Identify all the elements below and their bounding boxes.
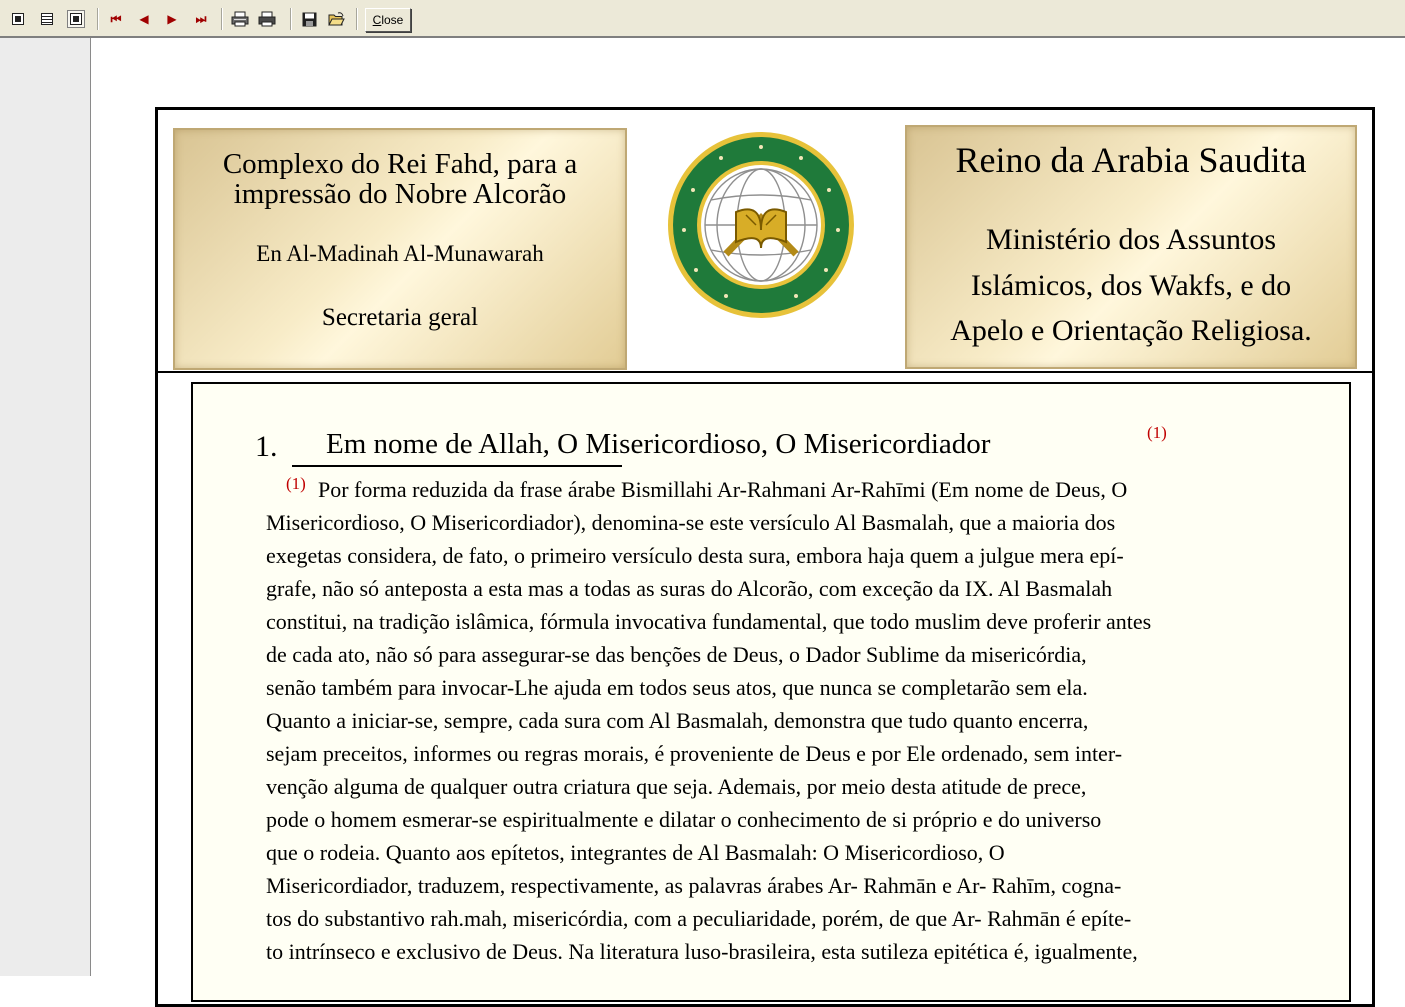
footnote-line: grafe, não só anteposta a esta mas a todas as suras do Alcorão, com exceção da IX. Al Basmalah: [266, 576, 1113, 601]
footnote-line: senão também para invocar-Lhe ajuda em todos seus atos, que nunca se completarão sem ela.: [266, 675, 1088, 700]
next-page-button[interactable]: [163, 10, 181, 28]
last-page-icon: ⏭: [195, 11, 207, 26]
footnote-line: Misericordioso, O Misericordiador), denomina-se este versículo Al Basmalah, que a maioria dos: [266, 510, 1116, 535]
facing-view-button[interactable]: [67, 10, 85, 28]
report-toolbar: [0, 0, 1405, 38]
footnote-line: pode o homem esmerar-se espiritualmente e dilatar o conhecimento de si próprio e do universo: [266, 807, 1102, 832]
single-page-view-button[interactable]: [9, 10, 27, 28]
footnote-text: [266, 473, 1316, 968]
footnote-line: de cada ato, não só para assegurar-se das benções de Deus, o Dador Sublime da misericórdia,: [266, 642, 1087, 667]
printer-icon: [258, 11, 276, 27]
first-page-icon: ⏮: [110, 11, 122, 26]
open-button[interactable]: [327, 10, 345, 28]
toolbar-separator: [221, 8, 222, 30]
continuous-view-button[interactable]: [38, 10, 56, 28]
first-page-button[interactable]: [107, 10, 125, 28]
last-page-button[interactable]: [192, 10, 210, 28]
ministry-line1: Ministério dos Assuntos: [985, 223, 1277, 256]
footnote-line: Quanto a iniciar-se, sempre, cada sura com Al Basmalah, demonstra que tudo quanto encerra,: [266, 708, 1089, 733]
header-right-panel: [905, 125, 1357, 369]
toolbar-separator: [97, 8, 98, 30]
verse-title: Em nome de Allah, O Misericordioso, O Misericordiador: [326, 428, 991, 460]
header-divider: [155, 371, 1375, 373]
continuous-page-icon: [41, 13, 53, 25]
header-left-panel: [173, 128, 627, 370]
previous-page-button[interactable]: [135, 10, 153, 28]
footnote-line: venção alguma de qualquer outra criatura que seja. Ademais, por meio desta atitude de prece,: [266, 774, 1087, 799]
previous-page-icon: ◀: [139, 12, 149, 26]
toolbar-separator: [290, 8, 291, 30]
print-setup-icon: [231, 11, 249, 27]
footnote-line: que o rodeia. Quanto aos epítetos, integrantes de Al Basmalah: O Misericordioso, O: [266, 840, 1005, 865]
kingdom-title: Reino da Arabia Saudita: [955, 140, 1307, 180]
complex-location: En Al-Madinah Al-Munawarah: [256, 241, 544, 266]
complex-title-line1: Complexo do Rei Fahd, para a: [222, 148, 578, 180]
toolbar-separator: [356, 8, 357, 30]
facing-page-icon: [70, 13, 82, 25]
complex-department: Secretaria geral: [321, 304, 479, 331]
single-page-icon: [12, 13, 24, 25]
close-button-mnemonic: C: [372, 13, 382, 27]
ministry-line2: Islámicos, dos Wakfs, e do: [970, 269, 1292, 302]
footnote-line: Por forma reduzida da frase árabe Bismillahi Ar-Rahmani Ar-Rahīmi (Em nome de Deus, O: [318, 477, 1128, 502]
verse-number: 1.: [255, 430, 278, 463]
verse-underline: [292, 465, 622, 467]
print-setup-button[interactable]: [231, 10, 249, 28]
footnote-line: to intrínseco e exclusivo de Deus. Na literatura luso-brasileira, esta sutileza epitética é, igualmente,: [266, 939, 1138, 964]
footnote-line: exegetas considera, de fato, o primeiro versículo desta sura, embora haja quem a julgue mera epí-: [266, 543, 1124, 568]
footnote-line: sejam preceitos, informes ou regras morais, é proveniente de Deus e por Ele ordenado, sem inter-: [266, 741, 1123, 766]
save-button[interactable]: [300, 10, 318, 28]
footnote-line: tos do substantivo rah.mah, misericórdia, com a peculiaridade, porém, de que Ar- Rahmān é epíte-: [266, 906, 1132, 931]
close-button[interactable]: [365, 8, 411, 32]
close-button-label: lose: [381, 13, 404, 27]
verse-footnote-ref: (1): [1147, 423, 1167, 442]
footnote-line: Misericordiador, traduzem, respectivamente, as palavras árabes Ar- Rahmān e Ar- Rahīm, cogna-: [266, 873, 1122, 898]
complex-title-line2: impressão do Nobre Alcorão: [233, 178, 567, 210]
footnote-line: constitui, na tradição islâmica, fórmula invocativa fundamental, que todo muslim deve proferir antes: [266, 609, 1152, 634]
next-page-icon: ▶: [167, 12, 177, 26]
footnote-marker: (1): [286, 474, 306, 493]
ministry-line3: Apelo e Orientação Religiosa.: [950, 314, 1312, 347]
viewer-left-gutter: [0, 38, 91, 976]
quran-globe-emblem-icon: [666, 130, 856, 320]
open-folder-icon: [328, 12, 345, 27]
floppy-disk-icon: [302, 12, 317, 27]
print-button[interactable]: [258, 10, 276, 28]
